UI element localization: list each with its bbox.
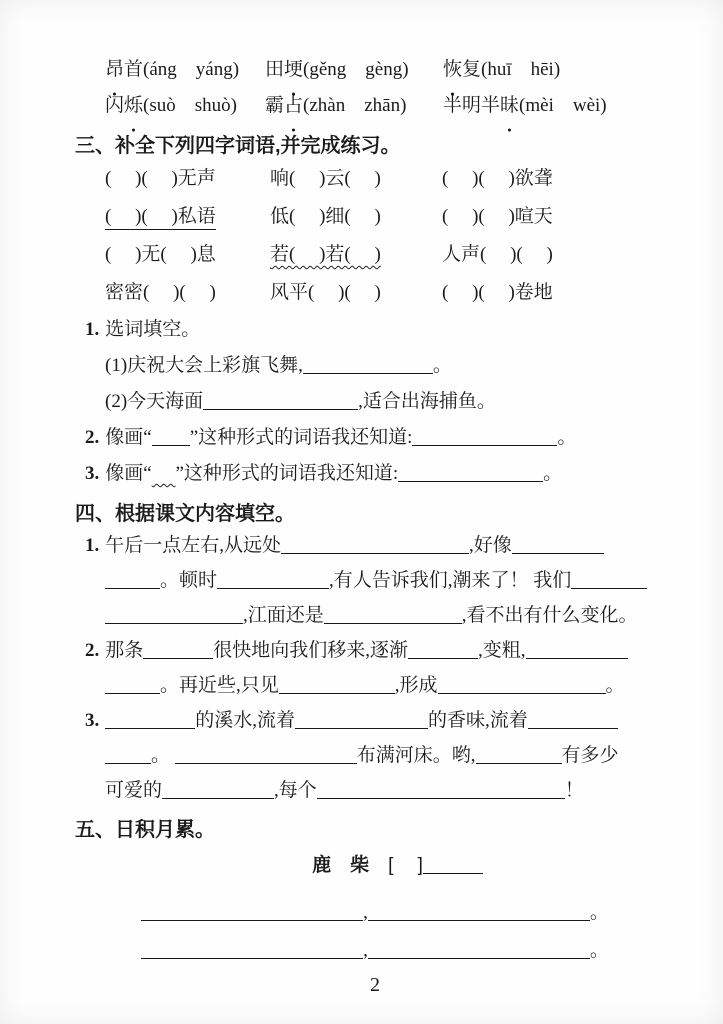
text-run: 密密( )( ) bbox=[105, 282, 216, 303]
text-run: 的溪水,流着 bbox=[195, 710, 296, 731]
blank-line bbox=[438, 681, 606, 694]
item2-line2 bbox=[105, 668, 675, 703]
item2-line1 bbox=[85, 633, 675, 668]
text-run: ,适合出海捕鱼。 bbox=[358, 391, 496, 412]
blank-line bbox=[143, 646, 213, 659]
word-cell bbox=[105, 198, 270, 236]
text-run: ( )无( )息 bbox=[105, 244, 216, 265]
item1-sub1 bbox=[105, 348, 675, 384]
blank-line bbox=[281, 541, 469, 554]
text-run: ,看不出有什么变化。 bbox=[461, 605, 638, 626]
text-run: 。 bbox=[432, 355, 452, 376]
blank-line bbox=[105, 716, 195, 729]
text-run: 3. bbox=[85, 463, 100, 484]
item1-line1 bbox=[85, 528, 675, 563]
text-run: 风平( )( ) bbox=[270, 282, 381, 303]
pinyin-pre: 闪 bbox=[105, 95, 125, 116]
blank-line bbox=[512, 541, 604, 554]
dotted-char: 埂 ● bbox=[284, 52, 303, 88]
word-cell bbox=[105, 160, 270, 198]
text-run: 2. bbox=[85, 427, 100, 448]
pinyin-pre: 霸 bbox=[265, 95, 285, 116]
text-run: ,好像 bbox=[469, 535, 512, 556]
text-run: 。再近些,只见 bbox=[160, 675, 279, 696]
blank-line bbox=[324, 611, 462, 624]
word-cell bbox=[442, 198, 675, 236]
dotted-char: 恢 ● bbox=[443, 52, 462, 88]
pinyin-rest: 复(huī hēi) bbox=[462, 59, 561, 80]
text-run: ,形成 bbox=[394, 675, 438, 696]
text-run: ！ bbox=[564, 780, 584, 801]
word-row bbox=[105, 198, 675, 236]
text-run: 午后一点左右,从远处 bbox=[105, 535, 282, 556]
text-run: 。顿时 bbox=[160, 570, 218, 591]
text-run: 那条 bbox=[105, 640, 144, 661]
text-run: 1. bbox=[85, 535, 100, 556]
item3-line2 bbox=[105, 738, 675, 773]
pinyin-rest: (mèi wèi) bbox=[519, 95, 607, 116]
text-run: ,变粗, bbox=[478, 640, 526, 661]
dotted-char: 占 ● bbox=[284, 88, 303, 124]
text-run: 。 bbox=[589, 902, 609, 923]
text-run: (2)今天海面 bbox=[105, 391, 204, 412]
pinyin-row bbox=[105, 52, 675, 88]
text-run: 很快地向我们移来,逐渐 bbox=[213, 640, 409, 661]
blank-line bbox=[528, 716, 618, 729]
blank-line bbox=[408, 646, 478, 659]
pinyin-item bbox=[105, 88, 265, 124]
word-cell bbox=[270, 160, 442, 198]
blank-line bbox=[141, 908, 363, 921]
word-row bbox=[105, 160, 675, 198]
text-run: 可爱的 bbox=[105, 780, 163, 801]
blank-line bbox=[303, 361, 433, 374]
text-run: ( )( )无声 bbox=[105, 168, 216, 189]
blank-line bbox=[423, 861, 483, 874]
word-cell bbox=[105, 274, 270, 312]
text-run: 若( )若( ) bbox=[270, 244, 381, 265]
blank-line bbox=[571, 576, 647, 589]
blank-line bbox=[526, 646, 628, 659]
pinyin-rest: (suò shuò) bbox=[143, 95, 237, 116]
blank-line bbox=[105, 751, 151, 764]
pinyin-exercise bbox=[75, 52, 675, 124]
text-run: 1. bbox=[85, 319, 100, 340]
text-run: ,江面还是 bbox=[243, 605, 324, 626]
blank-line bbox=[279, 681, 395, 694]
text-run: 人声( )( ) bbox=[442, 244, 553, 265]
blank-line bbox=[368, 946, 590, 959]
text-run: 。 bbox=[605, 675, 625, 696]
text-run: ”这种形式的词语我还知道: bbox=[189, 427, 413, 448]
blank-line bbox=[162, 786, 274, 799]
blank-line bbox=[105, 611, 243, 624]
word-cell bbox=[442, 160, 675, 198]
pinyin-rest: (zhàn zhān) bbox=[303, 95, 407, 116]
pinyin-rest: 首(áng yáng) bbox=[124, 59, 240, 80]
word-cell bbox=[270, 236, 442, 274]
pinyin-pre: 田 bbox=[265, 59, 285, 80]
blank-line bbox=[476, 751, 562, 764]
word-cell bbox=[105, 236, 270, 274]
text-run: ,每个 bbox=[274, 780, 317, 801]
dotted-char: 昧 ● bbox=[500, 88, 519, 124]
pinyin-item bbox=[105, 52, 265, 88]
page-number: 2 bbox=[370, 974, 380, 996]
text-run: 低( )细( ) bbox=[270, 206, 381, 227]
blank-line bbox=[398, 469, 543, 482]
word-cell bbox=[270, 274, 442, 312]
section-three bbox=[75, 132, 675, 492]
pinyin-row bbox=[105, 88, 675, 124]
blank-line bbox=[141, 946, 363, 959]
pinyin-rest: (gěng gèng) bbox=[303, 59, 409, 80]
word-cell bbox=[442, 274, 675, 312]
text-run: [ ] bbox=[369, 855, 423, 876]
blank-line bbox=[105, 576, 160, 589]
blank-line bbox=[317, 786, 565, 799]
blank-line bbox=[152, 433, 190, 446]
text-run: 布满河床。哟, bbox=[356, 745, 476, 766]
blank-line bbox=[217, 576, 329, 589]
text-run: ”这种形式的词语我还知道: bbox=[175, 463, 399, 484]
poem-blank-line bbox=[75, 932, 675, 970]
item2-line bbox=[85, 420, 675, 456]
poem-blank-line bbox=[75, 894, 675, 932]
pinyin-pre: 半明半 bbox=[443, 95, 501, 116]
text-run: ,有人告诉我们,潮来了！ 我们 bbox=[329, 570, 572, 591]
item3-line1 bbox=[85, 703, 675, 738]
word-cell bbox=[442, 236, 675, 274]
item1-label bbox=[85, 312, 675, 348]
dotted-char: 昂 ● bbox=[105, 52, 124, 88]
text-run: 2. bbox=[85, 640, 100, 661]
word-row bbox=[105, 236, 675, 274]
text-run: ( )( )卷地 bbox=[442, 282, 553, 303]
text-run: 。 bbox=[557, 427, 577, 448]
blank-line bbox=[295, 716, 428, 729]
section-four bbox=[75, 500, 675, 808]
text-run: , bbox=[363, 902, 368, 923]
pinyin-item bbox=[265, 88, 443, 124]
blank-line bbox=[412, 433, 557, 446]
pinyin-item bbox=[265, 52, 443, 88]
text-run: 像画“ bbox=[105, 427, 152, 448]
text-run: (1)庆祝大会上彩旗飞舞, bbox=[105, 355, 303, 376]
text-run: 。 bbox=[151, 745, 175, 766]
section5-heading: 五、日积月累。 bbox=[75, 819, 215, 841]
blank-line bbox=[368, 908, 590, 921]
item1-sub2 bbox=[105, 384, 675, 420]
text-run: 有多少 bbox=[561, 745, 619, 766]
item1-line3 bbox=[105, 598, 675, 633]
item1-line2 bbox=[105, 563, 675, 598]
blank-line bbox=[203, 397, 358, 410]
blank-line bbox=[105, 681, 160, 694]
section4-heading: 四、根据课文内容填空。 bbox=[75, 503, 295, 525]
blank-line bbox=[175, 751, 357, 764]
poem-title bbox=[75, 848, 675, 884]
text-run: ( )( )私语 bbox=[105, 206, 216, 230]
text-run: 鹿 柴 bbox=[312, 855, 370, 876]
dotted-char: 烁 ● bbox=[124, 88, 143, 124]
section-five bbox=[75, 816, 675, 970]
text-run: 选词填空。 bbox=[105, 319, 201, 340]
text-run: 像画“ bbox=[105, 463, 152, 484]
blank-line bbox=[152, 463, 176, 484]
section3-heading: 三、补全下列四字词语,并完成练习。 bbox=[75, 135, 401, 157]
text-run: ( )( )喧天 bbox=[442, 206, 553, 227]
spacer bbox=[75, 884, 675, 894]
word-row bbox=[105, 274, 675, 312]
item3-line3 bbox=[105, 773, 675, 808]
text-run: 响( )云( ) bbox=[270, 168, 381, 189]
word-cell bbox=[270, 198, 442, 236]
text-run: 。 bbox=[543, 463, 563, 484]
pinyin-item bbox=[443, 52, 560, 88]
text-run: 的香味,流着 bbox=[428, 710, 528, 731]
text-run: ( )( )欲聋 bbox=[442, 168, 553, 189]
pinyin-item bbox=[443, 88, 607, 124]
text-run: 。 bbox=[589, 940, 609, 961]
text-run: 3. bbox=[85, 710, 100, 731]
text-run: , bbox=[363, 940, 368, 961]
item3-line bbox=[85, 456, 675, 492]
